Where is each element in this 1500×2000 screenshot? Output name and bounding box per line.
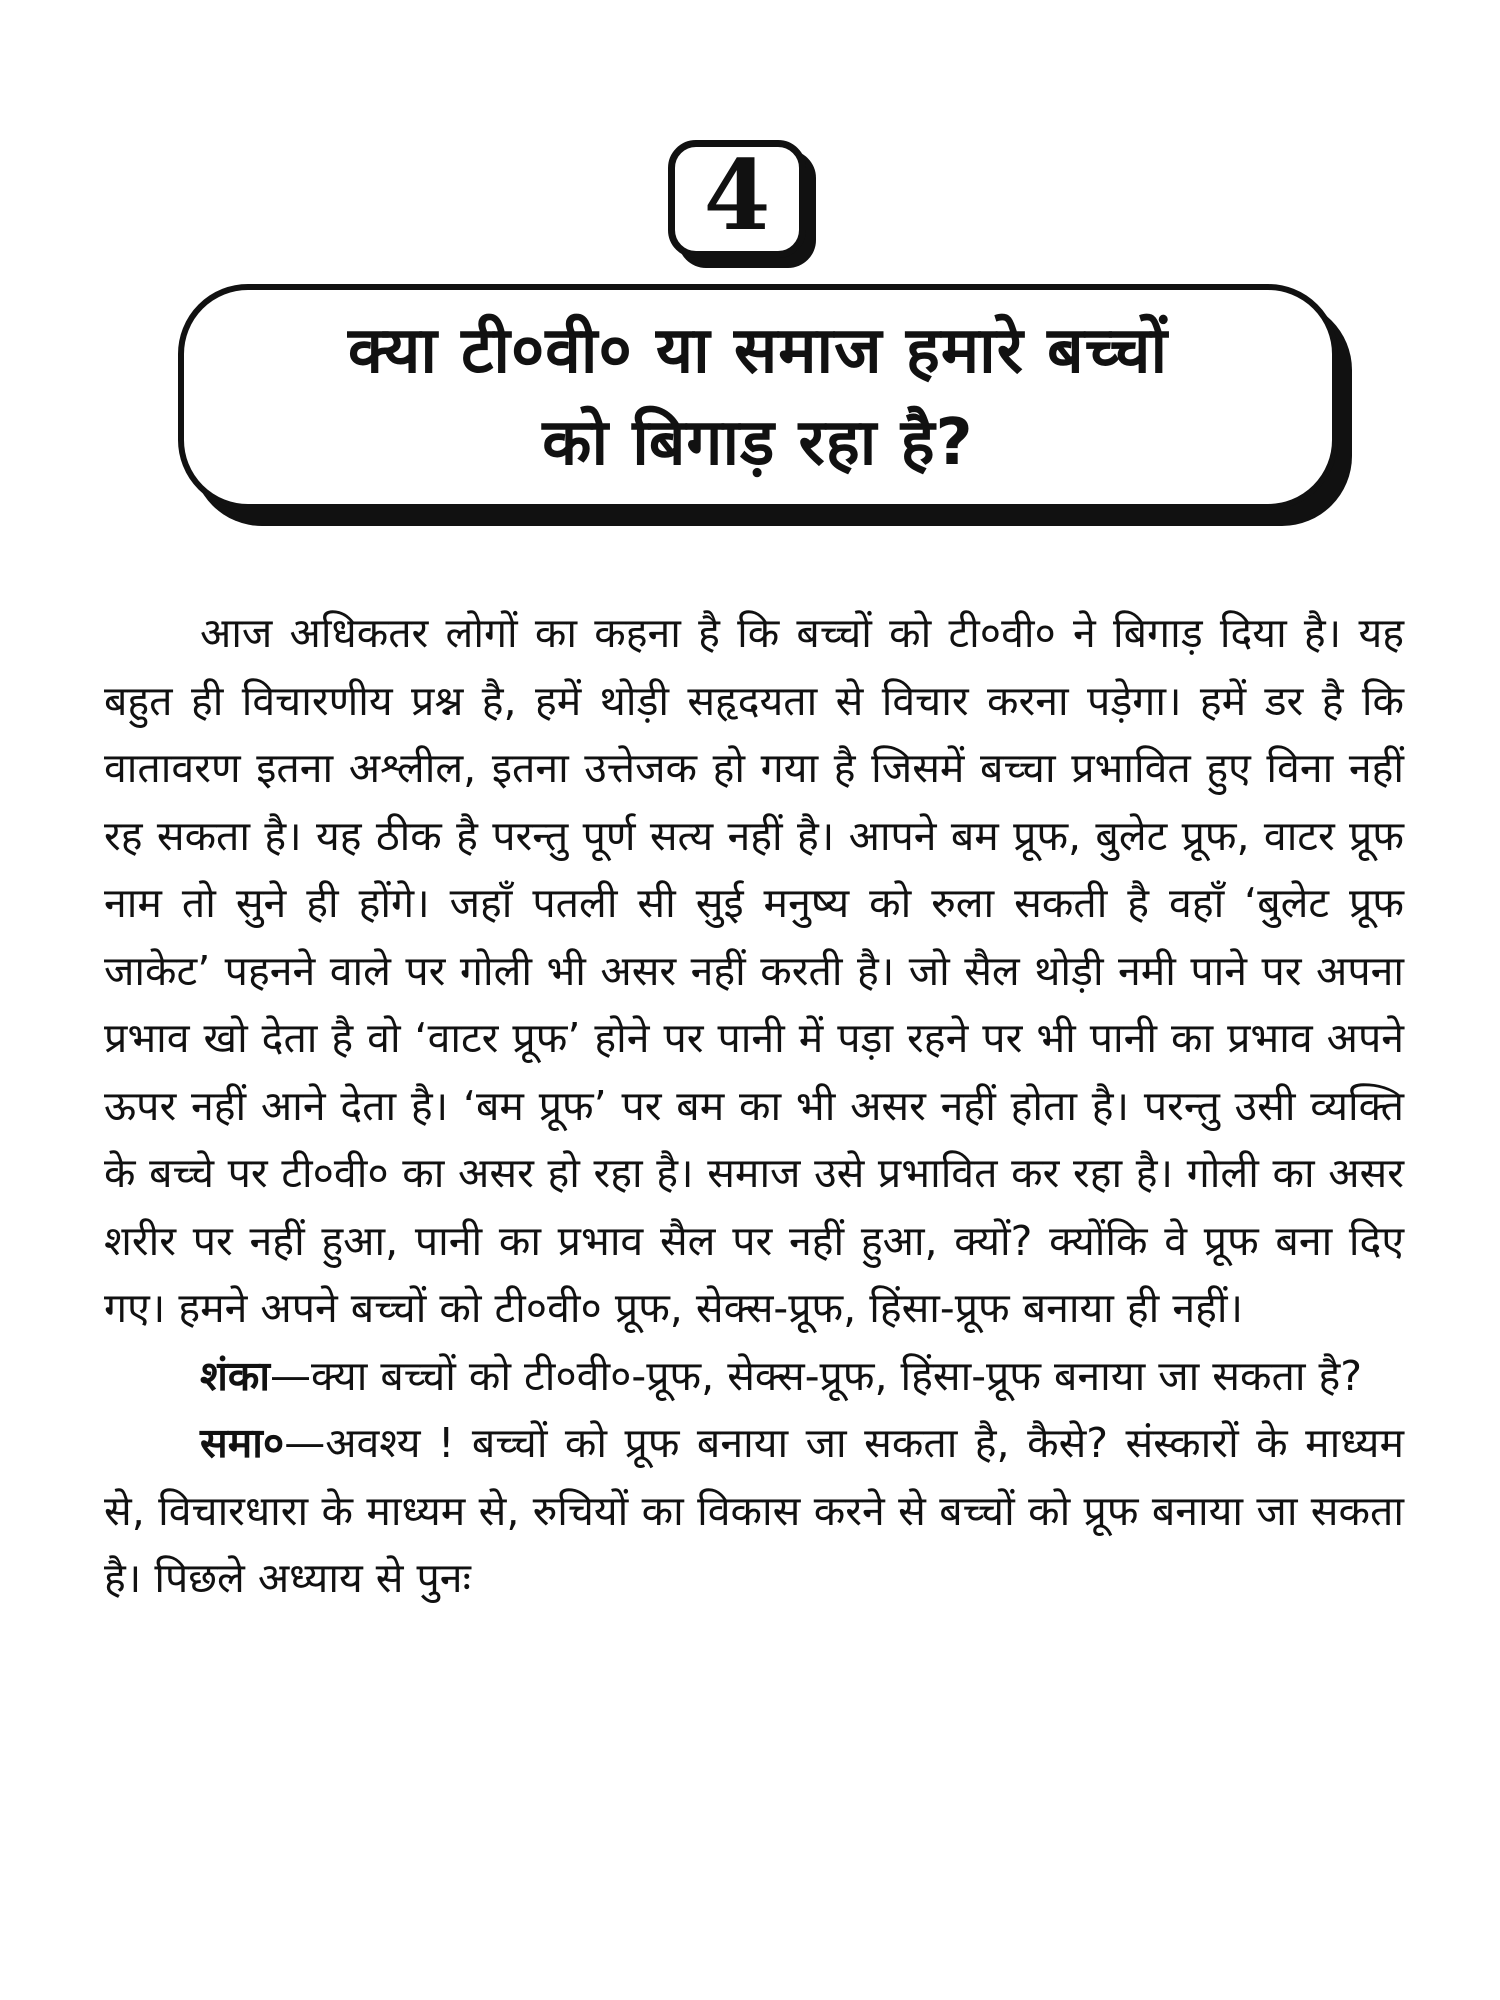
solution-label: समा०	[200, 1419, 285, 1467]
chapter-number-box	[668, 140, 806, 258]
doubt-label: शंका	[200, 1351, 270, 1400]
paragraph-3	[104, 1410, 1404, 1613]
chapter-number: 4	[703, 139, 771, 252]
paragraph-1: आज अधिकतर लोगों का कहना है कि बच्चों को टी०वी० ने बिगाड़ दिया है। यह बहुत ही विचारणीय प्रश्न है, हमें थोड़ी सहृदयता से विचार करना पड़ेगा। हमें डर है कि वातावरण इतना अश्लील, इतना उत्तेजक हो गया है जिसमें बच्चा प्रभावित हुए विना नहीं रह सकता है। यह ठीक है परन्तु पूर्ण सत्य नहीं है। आपने बम प्रूफ, बुलेट प्रूफ, वाटर प्रूफ नाम तो सुने ही होंगे। जहाँ पतली सी सुई मनुष्य को रुला सकती है वहाँ ‘बुलेट प्रूफ जाकेट’ पहनने वाले पर गोली भी असर नहीं करती है। जो सैल थोड़ी नमी पाने पर अपना प्रभाव खो देता है वो ‘वाटर प्रूफ’ होने पर पानी में पड़ा रहने पर भी पानी का प्रभाव अपने ऊपर नहीं आने देता है। ‘बम प्रूफ’ पर बम का भी असर नहीं होता है। परन्तु उसी व्यक्ति के बच्चे पर टी०वी० का असर हो रहा है। समाज उसे प्रभावित कर रहा है। गोली का असर शरीर पर नहीं हुआ, पानी का प्रभाव सैल पर नहीं हुआ, क्यों? क्योंकि वे प्रूफ बना दिए गए। हमने अपने बच्चों को टी०वी० प्रूफ, सेक्स-प्रूफ, हिंसा-प्रूफ बनाया ही नहीं।	[104, 609, 1404, 1332]
chapter-title-line-1: क्या टी०वी० या समाज हमारे बच्चों	[347, 314, 1169, 388]
paragraph-2	[104, 1343, 1404, 1411]
chapter-title-line-2: को बिगाड़ रहा है?	[542, 406, 974, 480]
chapter-title-box	[178, 284, 1338, 510]
body-text	[104, 600, 1404, 1613]
solution-text: —अवश्य ! बच्चों को प्रूफ बनाया जा सकता है, कैसे? संस्कारों के माध्यम से, विचारधारा के माध्यम से, रुचियों का विकास करने से बच्चों को प्रूफ बनाया जा सकता है। पिछले अध्याय से पुनः	[104, 1419, 1404, 1602]
doubt-text: —क्या बच्चों को टी०वी०-प्रूफ, सेक्स-प्रूफ, हिंसा-प्रूफ बनाया जा सकता है?	[270, 1351, 1363, 1400]
